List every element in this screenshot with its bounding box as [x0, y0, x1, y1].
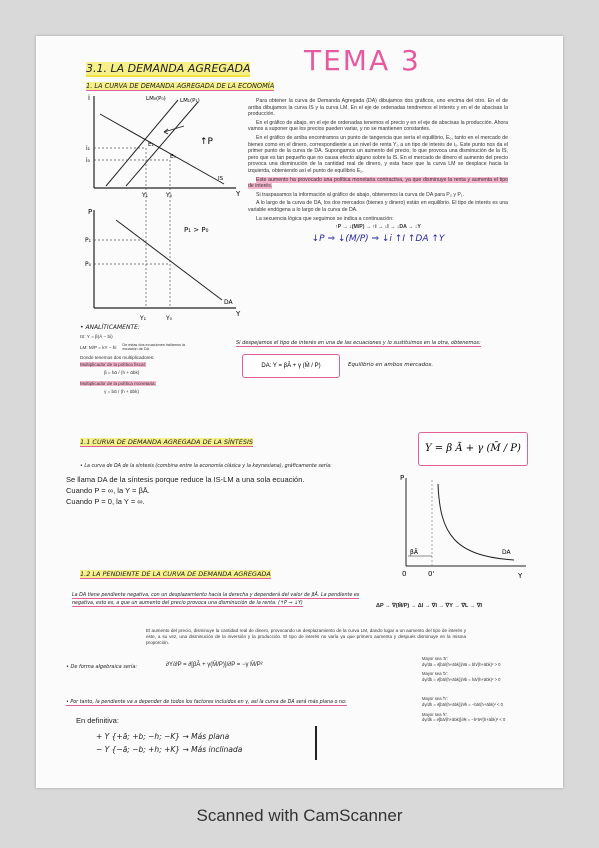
- g3-x-label: Y: [518, 572, 523, 580]
- synthesis-formula-box: [418, 432, 528, 466]
- synthesis-line-1: Se llama DA de la síntesis porque reduce la IS-LM a una sola ecuación.: [66, 475, 305, 484]
- algebraic-formula: ∂Y/∂P = ∂[βĀ + γ(M̄/P)]/∂P = −γ M̄/P²: [166, 662, 263, 668]
- analytic-heading: • ANALÍTICAMENTE:: [80, 324, 140, 331]
- deriv-h-formula: dγ/dh = ∂[bā/(h+ābk)]/∂h = −bā/(h+ābk)² < 0: [422, 701, 503, 707]
- lm0-curve: [106, 100, 178, 186]
- lm-equation: LM: M/P = kY − hi: [80, 344, 117, 350]
- deriv-a-title: Mayor sea 'ā':: [422, 656, 448, 661]
- synthesis-line-3: Cuando P = 0, la Y = ∞.: [66, 497, 145, 506]
- is-lm-da-graphs: [86, 92, 244, 324]
- slope-note: [66, 700, 426, 705]
- g3-origin2: 0': [428, 570, 435, 578]
- price-up-note: ↑P: [200, 137, 213, 147]
- steeper-line: − Y {−ā; −b; +h; +K} → Más inclinada: [96, 745, 243, 754]
- g3-origin: 0: [402, 570, 407, 578]
- da-equation-box: [242, 354, 340, 378]
- g1-y1-label: Y₁: [142, 192, 149, 199]
- explanation-p5: Si traspasamos la información al gráfico de abajo, obtenemos la curva de DA para P₀ y P₁.: [256, 191, 465, 198]
- deriv-h-title: Mayor sea 'h':: [422, 696, 448, 702]
- da-hand-note: [236, 340, 536, 347]
- deriv-k-title: Mayor sea 'k':: [422, 711, 448, 717]
- monetary-label: Multiplicador de la política monetaria:: [80, 381, 156, 386]
- explanation-sequence: ↑P → ↓(M/P) → ↑i → ↓I → ↓DA → ↓Y: [335, 224, 421, 231]
- g2-y1-label: Y₁: [140, 315, 147, 322]
- i1-label: i₁: [86, 145, 91, 152]
- tema-stamp: TEMA 3: [304, 44, 421, 77]
- explanation-p7: La secuencia lógica que seguimos se indica a continuación:: [256, 215, 394, 222]
- g3-asymptote-label: βĀ: [410, 549, 418, 556]
- section-title-text: 3.1. LA DEMANDA AGREGADA: [86, 62, 251, 75]
- slope-paragraph: El aumento del precio, disminuye la cantidad real de dinero, provocando un desplazamiento de la curva LM, dando lugar a un aumento del tipo de interés y este, a su vez, una disminución de la inversión y la producción. El tipo de interés no varía ya que primero aumenta y después disminuye en la misma proporción.: [146, 628, 466, 645]
- g2-y-label: P: [88, 208, 93, 216]
- is-curve: [100, 114, 224, 184]
- g1-x-label: Y: [236, 190, 241, 198]
- eq0-label: E₀: [170, 154, 176, 160]
- synthesis-hand-note: • La curva de DA de la síntesis (combina entre la economía clásica y la keynesiana), gráficamente sería:: [80, 464, 332, 469]
- price-compare-note: P₁ > P₀: [184, 226, 209, 234]
- fiscal-formula: β = hᾱ / (h + ᾱbk): [104, 370, 140, 375]
- synthesis-formula: Y = β Ā + γ (M̄ / P): [425, 443, 521, 454]
- explanation-sequence-hand: ↓P ⇒ ↓(M/P) ⇒ ↓i ↑I ↑DA ↑Y: [311, 233, 445, 244]
- g1-y-label: i: [88, 94, 90, 102]
- g3-y-label: P: [400, 474, 405, 482]
- g3-curve-label: DA: [502, 549, 511, 556]
- flatter-line: + Y {+ā; +b; −h; −K} → Más plana: [96, 732, 230, 741]
- g2-x-label: Y: [236, 310, 241, 318]
- equilibrium-note: Equilibrio en ambos mercados.: [348, 362, 434, 368]
- analytic-note: De estas dos ecuaciones hallamos la ecuación de DA: [122, 343, 186, 351]
- deriv-k-formula: dγ/dk = ∂[bā/(h+ābk)]/∂k = −b²ā²/(h+ābk)² < 0: [422, 717, 506, 723]
- subsection-12-text: 1.2 LA PENDIENTE DE LA CURVA DE DEMANDA AGREGADA: [80, 570, 271, 578]
- slope-hand-text: [72, 592, 372, 607]
- da-label: DA: [224, 299, 233, 306]
- i0-label: i₀: [86, 157, 91, 164]
- explanation-text: [248, 98, 508, 245]
- eq1-label: E₁: [148, 142, 154, 148]
- deriv-a-formula: dγ/dā = ∂[bā/(h+ābk)]/∂ā = bh/(h+ābk)² > 0: [422, 661, 501, 667]
- slope-hand-text-span: La DA tiene pendiente negativa, con un desplazamiento hacia la derecha y dependerá del valor de βĀ. La pendiente es negativa, esto es, a que un aumento del precio provoca una disminución de la renta. (↑P ⇒ ↓Y): [72, 593, 360, 606]
- deriv-b-title: Mayor sea 'b':: [422, 671, 448, 677]
- multipliers-intro: Donde tenemos dos multiplicadores:: [80, 355, 155, 360]
- subsection-12-title: [80, 570, 271, 578]
- subsection-1-title: [86, 82, 274, 90]
- conclusion-label: En definitiva:: [76, 716, 119, 725]
- p0-label: P₀: [85, 261, 92, 268]
- partial-derivatives: [422, 656, 558, 723]
- lm1-label: LM₁(P₁): [180, 98, 200, 104]
- slope-note-text: • Por tanto, la pendiente va a depender de todos los factores incluidos en γ, así la curva de DA será más plana o no:: [66, 700, 347, 705]
- deriv-b-formula: dγ/db = ∂[bā/(h+ābk)]/∂b = hā/(h+ābk)² > 0: [422, 676, 501, 682]
- subsection-11-title: [80, 438, 253, 446]
- conclusion-bar: [315, 726, 317, 760]
- camscanner-footer: Scanned with CamScanner: [196, 806, 403, 825]
- subsection-1-text: 1. LA CURVA DE DEMANDA AGREGADA DE LA ECONOMÍA: [86, 82, 275, 90]
- da-equation: DA: Y = βĀ + γ (M̄ / P): [261, 363, 321, 369]
- scanned-page: [36, 36, 563, 788]
- explanation-p6: A lo largo de la curva de DA, los dos mercados (bienes y dinero) están en equilibrio. El tipo de interés es una variable endógena a lo largo de la curva de DA.: [248, 200, 508, 213]
- explanation-p4-wrap: [248, 177, 508, 190]
- explanation-p1: Para obtener la curva de Demanda Agregada (DA) dibujamos dos gráficos, uno encima del otro. En el de arriba dibujamos la curva IS y la curva LM. En el eje de ordenadas tendremos el interés y en el de abscisas la producción.: [248, 98, 508, 118]
- p1-label: P₁: [85, 237, 92, 244]
- algebraic-label: • De forma algebraica sería:: [66, 664, 138, 670]
- synthesis-line-2: Cuando P = ∞, la Y = βĀ.: [66, 486, 150, 495]
- explanation-p2: En el gráfico de abajo, en el eje de ordenadas tenemos el precio y en el eje de abscisas la producción. Ahora vamos a suponer que los precios pueden variar, y no se mantienen constantes.: [248, 119, 508, 133]
- is-label: IS: [218, 176, 224, 182]
- monetary-formula: γ = bᾱ / (h + ᾱbk): [104, 389, 139, 394]
- synthesis-graph: [394, 474, 534, 582]
- subsection-11-text: 1.1 CURVA DE DEMANDA AGREGADA DE LA SÍNTESIS: [80, 438, 254, 446]
- analytic-block: [80, 334, 260, 394]
- section-title: [86, 62, 250, 75]
- slope-sequence: ΔP → ∇(M̄/P) → ΔI → ∇I → ∇Y → ∇L → ∇I: [376, 603, 483, 609]
- explanation-p4: Este aumento ha provocado una política monetaria contractiva, ya que disminuye la renta y aumenta el tipo de interés.: [248, 176, 508, 190]
- fiscal-label: Multiplicador de la política fiscal:: [80, 362, 146, 367]
- explanation-p3: En el gráfico de arriba encontramos un punto de tangencia que sería el equilibrio, E₀, tanto en el mercado de bienes como en el dinero, correspondiente a un nivel de renta Y₀ a un tipo de interés de i₀. Este punto nos da el primer punto de la curva de DA. Supongamos un aumento del precio, lo que provoca una disminución de la IS, pero que es tan pequeño que no causa efecto alguno sobre la IS. En el mercado de dinero el aumento del precio provoca una disminución de la cantidad real de dinero, y esta hace que la curva LM se desplace hacia la izquierda, obteniendo así el punto de equilibrio E₁.: [248, 134, 508, 174]
- lm0-label: LM₀(P₀): [146, 96, 166, 102]
- is-equation: IS: Y = β(Ā − bi): [80, 334, 113, 339]
- lm1-curve: [126, 102, 198, 186]
- conclusion-block: [96, 730, 242, 756]
- g2-y0-label: Y₀: [166, 315, 173, 322]
- da-hand-note-text: Si despejamos el tipo de interés en una de las ecuaciones y lo sustituimos en la otra, obtenemos:: [236, 340, 481, 346]
- synthesis-lines: [66, 474, 304, 507]
- g1-y0-label: Y₀: [166, 192, 173, 199]
